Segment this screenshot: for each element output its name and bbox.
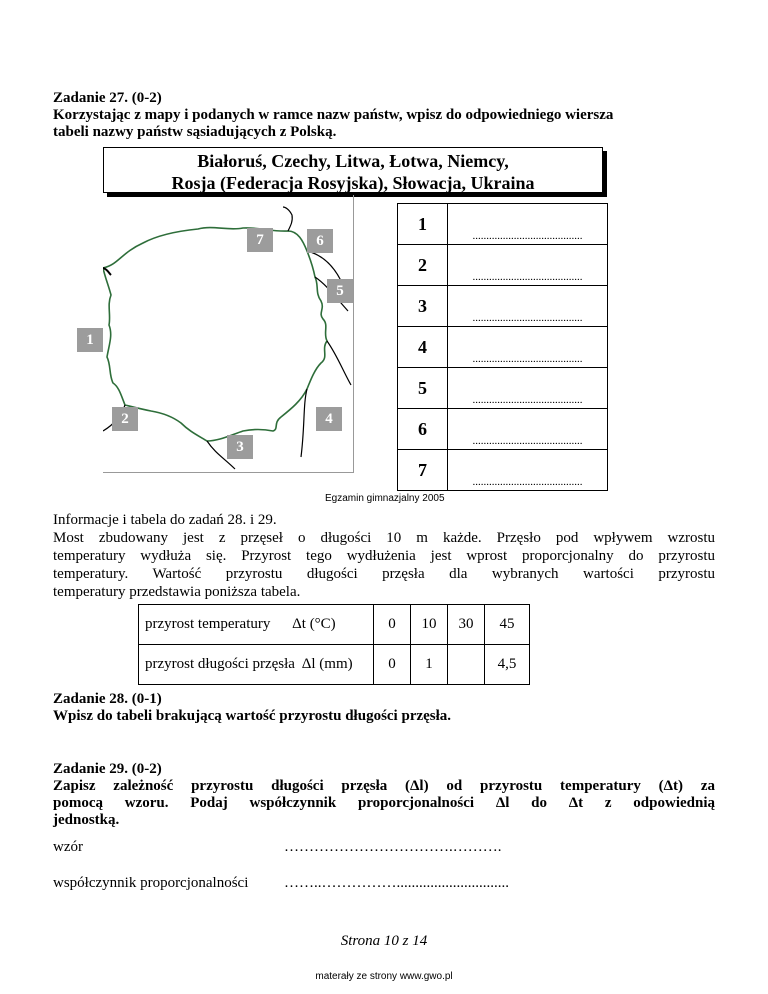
table-label-cell [139, 605, 374, 645]
table-cell: 0 [374, 605, 411, 645]
answer-field[interactable]: ........................................ [448, 204, 608, 245]
task29-line-1: Zapisz zależność przyrostu długości przęsła (Δl) od przyrostu temperatury (Δt) za [53, 778, 715, 794]
footer-source: materały ze strony www.gwo.pl [315, 971, 453, 982]
task27-instruction-2: tabeli nazwy państw sąsiadujących z Polską. [53, 124, 337, 140]
table-row [139, 645, 530, 685]
answer-table [397, 203, 608, 491]
table-cell: 30 [448, 605, 485, 645]
table-cell: 1 [411, 645, 448, 685]
task27-instruction-1: Korzystając z mapy i podanych w ramce nazw państw, wpisz do odpowiedniego wiersza [53, 107, 614, 123]
length-unit: Δl (mm) [301, 656, 353, 672]
answer-field[interactable]: ........................................ [448, 368, 608, 409]
map-label-7: 7 [247, 228, 273, 252]
answer-field[interactable]: ........................................ [448, 450, 608, 491]
map-label-4: 4 [316, 407, 342, 431]
row-number: 6 [398, 409, 448, 450]
map-label-3: 3 [227, 435, 253, 459]
table-row [398, 245, 608, 286]
page-number: Strona 10 z 14 [340, 933, 428, 949]
row-number: 1 [398, 204, 448, 245]
temperature-unit: Δt (°C) [292, 616, 336, 632]
answer-field[interactable]: ........................................ [448, 286, 608, 327]
table-row [398, 204, 608, 245]
formula-field[interactable]: …………………………….………. [284, 839, 502, 855]
table-row [398, 450, 608, 491]
task29-line-2: pomocą wzoru. Podaj współczynnik proporcjonalności Δl do Δt z odpowiednią [53, 795, 715, 811]
table-row [398, 409, 608, 450]
task27-title: Zadanie 27. (0-2) [53, 90, 162, 106]
table-row [398, 368, 608, 409]
coefficient-label: współczynnik proporcjonalności [53, 875, 249, 891]
source-caption: Egzamin gimnazjalny 2005 [325, 493, 445, 504]
table-cell: 45 [485, 605, 530, 645]
countries-line-2: Rosja (Federacja Rosyjska), Słowacja, Ukraina [171, 173, 535, 193]
table-row [139, 605, 530, 645]
answer-field[interactable]: ........................................ [448, 409, 608, 450]
coefficient-field[interactable]: ……..…………….............................. [284, 875, 509, 891]
task29-title: Zadanie 29. (0-2) [53, 761, 162, 777]
task29-line-3: jednostką. [53, 812, 120, 828]
temperature-label: przyrost temperatury [145, 616, 271, 632]
map-label-2: 2 [112, 407, 138, 431]
info-heading: Informacje i tabela do zadań 28. i 29. [53, 512, 277, 528]
table-row [398, 286, 608, 327]
info-line-4: temperatury przedstawia poniższa tabela. [53, 584, 301, 600]
poland-map [86, 195, 354, 473]
map-label-5: 5 [327, 279, 353, 303]
row-number: 4 [398, 327, 448, 368]
info-line-1: Most zbudowany jest z przęseł o długości 10 m każde. Przęsło pod wpływem wzrostu [53, 530, 715, 546]
row-number: 2 [398, 245, 448, 286]
length-label: przyrost długości przęsła [145, 656, 295, 672]
table-cell: 4,5 [485, 645, 530, 685]
row-number: 3 [398, 286, 448, 327]
table-label-cell [139, 645, 374, 685]
missing-value-field[interactable] [448, 645, 485, 685]
table-row [398, 327, 608, 368]
row-number: 5 [398, 368, 448, 409]
map-label-6: 6 [307, 229, 333, 253]
info-line-2: temperatury wydłuża się. Przyrost tego wydłużenia jest wprost proporcjonalny do przyrostu [53, 548, 715, 564]
formula-label: wzór [53, 839, 83, 855]
map-label-1: 1 [77, 328, 103, 352]
data-table [138, 604, 530, 685]
info-line-3: temperatury. Wartość przyrostu długości przęsła dla wybranych wartości przyrostu [53, 566, 715, 582]
task28-title: Zadanie 28. (0-1) [53, 691, 162, 707]
table-cell: 0 [374, 645, 411, 685]
answer-field[interactable]: ........................................ [448, 245, 608, 286]
countries-line-1: Białoruś, Czechy, Litwa, Łotwa, Niemcy, [197, 151, 509, 171]
countries-box [103, 147, 603, 193]
table-cell: 10 [411, 605, 448, 645]
row-number: 7 [398, 450, 448, 491]
answer-field[interactable]: ........................................ [448, 327, 608, 368]
task28-instruction: Wpisz do tabeli brakującą wartość przyrostu długości przęsła. [53, 708, 452, 724]
